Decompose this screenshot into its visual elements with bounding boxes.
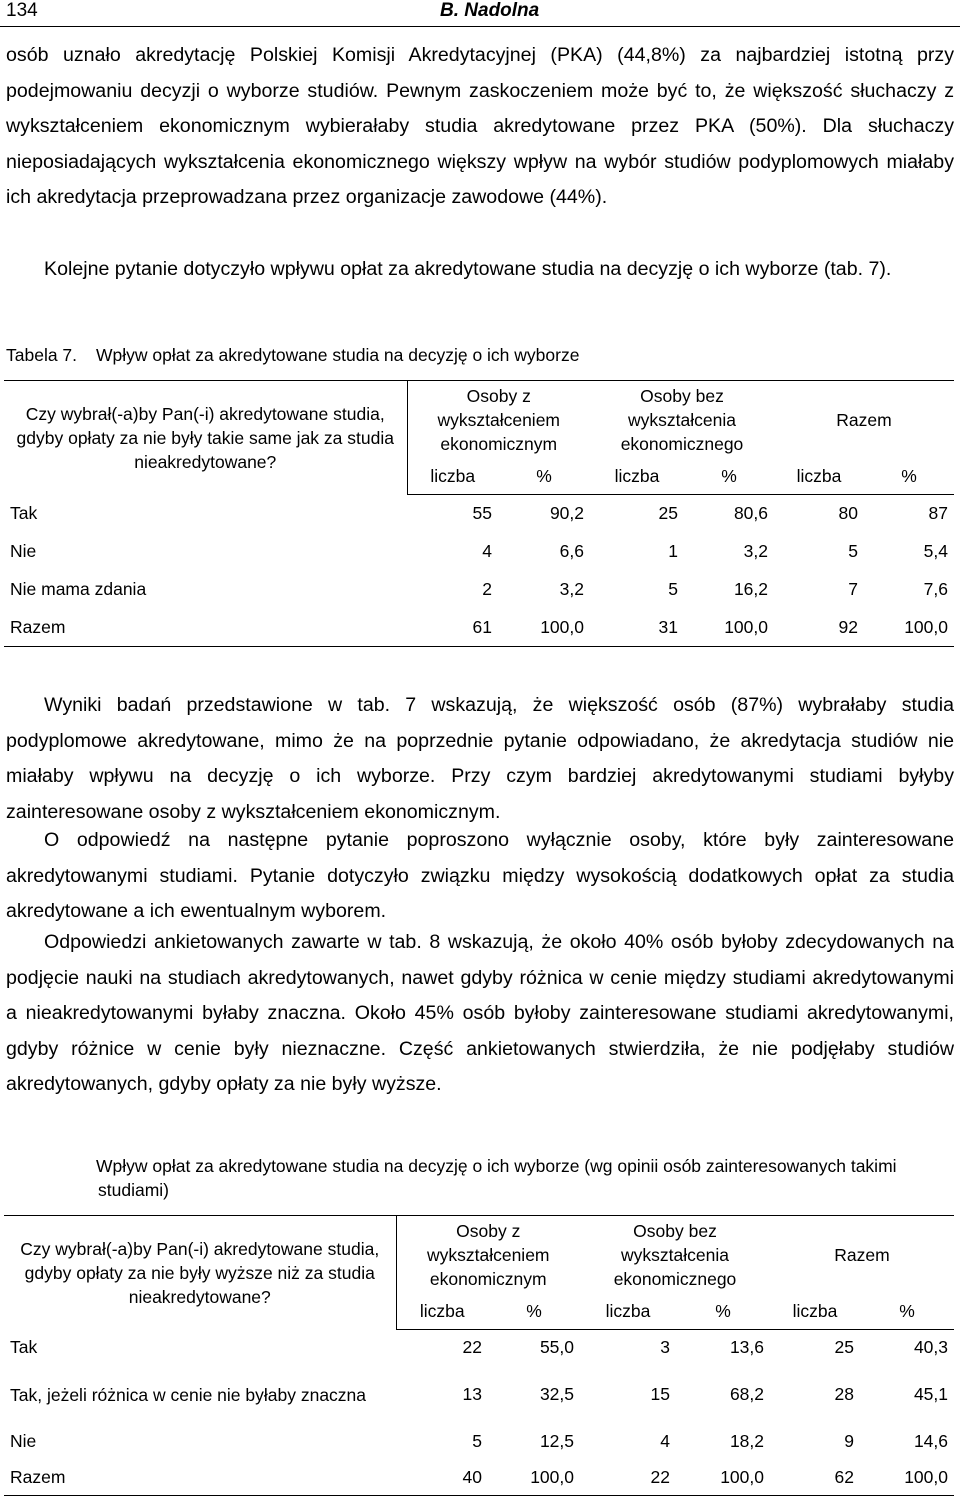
cell-value: 45,1 <box>913 1384 948 1404</box>
table8-sub-count: liczba <box>396 1294 488 1330</box>
cell-value: 28 <box>834 1384 854 1404</box>
cell-value: 3 <box>660 1337 670 1358</box>
cell-value: 6,6 <box>559 541 584 561</box>
table7-group-total: Razem <box>836 409 892 430</box>
table7-caption-text: Wpływ opłat za akredytowane studia na decyzję o ich wyborze <box>96 345 580 365</box>
table-row <box>4 609 954 647</box>
cell-value: 31 <box>658 616 678 637</box>
table8-question: Czy wybrał(-a)by Pan(-i) akredytowane studia, gdyby opłaty za nie były wyższe niż za studia nieakredytowane? <box>4 1216 396 1330</box>
table-row <box>4 533 954 571</box>
table-row <box>4 1424 954 1460</box>
table-row <box>4 571 954 609</box>
cell-value: 100,0 <box>724 616 768 637</box>
cell-value: 5 <box>668 579 678 599</box>
table7-sub-count: liczba <box>407 459 498 495</box>
table8-caption-text: Wpływ opłat za akredytowane studia na decyzję o ich wyborze (wg opinii osób zainteresowanych takimi studiami) <box>96 1156 897 1200</box>
row-label: Nie mama zdania <box>10 579 147 599</box>
table7-sub-pct: % <box>864 459 954 495</box>
cell-value: 100,0 <box>540 616 584 637</box>
table8-sub-pct: % <box>676 1294 770 1330</box>
page-number: 134 <box>6 0 38 21</box>
paragraph-4: O odpowiedź na następne pytanie poproszono wyłącznie osoby, które były zainteresowane akredytowanymi studiami. Pytanie dotyczyło związku między wysokością dodatkowych opłat za studia akredytowane a ich ewentualnym wyborem. <box>6 829 954 922</box>
cell-value: 2 <box>482 579 492 599</box>
page-header <box>0 0 960 27</box>
table-row <box>4 1366 954 1424</box>
cell-value: 90,2 <box>549 503 584 524</box>
cell-value: 5,4 <box>923 541 948 561</box>
table8 <box>4 1215 954 1496</box>
cell-value: 40,3 <box>913 1337 948 1358</box>
cell-value: 13 <box>462 1384 482 1404</box>
table7-group-econ: Osoby z wykształceniem ekonomicznym <box>437 385 561 454</box>
table8-sub-pct: % <box>860 1294 954 1330</box>
table8-sub-pct: % <box>488 1294 580 1330</box>
paragraph-1: osób uznało akredytację Polskiej Komisji Akredytacyjnej (PKA) (44,8%) za najbardziej istotną przy podejmowaniu decyzji o wyborze studiów. Pewnym zaskoczeniem może być to, że większość słuchaczy z wykształceniem ekonomicznym wybierałaby studia akredytowane przez PKA (50%). Dla słuchaczy nieposiadających wykształcenia ekonomicznego większy wpływ na wybór studiów podyplomowych miałaby ich akredytacja przeprowadzana przez organizacje zawodowe (44%). <box>6 44 954 208</box>
cell-value: 80 <box>838 503 858 524</box>
table7-group-nonecon: Osoby bez wykształcenia ekonomicznego <box>620 385 744 454</box>
cell-value: 9 <box>844 1431 854 1451</box>
table7-sub-count: liczba <box>590 459 684 495</box>
row-label: Nie <box>10 541 37 561</box>
paragraph-2: Kolejne pytanie dotyczyło wpływu opłat za akredytowane studia na decyzję o ich wyborze (tab. 7). <box>44 258 892 280</box>
table8-caption <box>6 1154 956 1202</box>
table7 <box>4 380 954 647</box>
cell-value: 1 <box>668 541 678 561</box>
cell-value: 4 <box>482 541 492 561</box>
cell-value: 13,6 <box>729 1337 764 1358</box>
row-label: Tak, jeżeli różnica w cenie nie byłaby znaczna <box>10 1384 367 1405</box>
cell-value: 3,2 <box>559 579 584 599</box>
cell-value: 15 <box>650 1384 670 1404</box>
cell-value: 32,5 <box>539 1384 574 1404</box>
cell-value: 4 <box>660 1431 670 1451</box>
row-label: Nie <box>10 1431 37 1451</box>
cell-value: 92 <box>838 616 858 637</box>
cell-value: 100,0 <box>530 1466 574 1487</box>
paragraph-5: Odpowiedzi ankietowanych zawarte w tab. 8 wskazują, że około 40% osób byłoby zdecydowanych na podjęcie nauki na studiach akredytowanych, nawet gdyby różnica w cenie między studiami akredytowanymi a nieakredytowanymi byłaby znaczna. Około 45% osób byłoby zainteresowane studiami akredytowanymi, gdyby różnice w cenie były nieznaczne. Część ankietowanych stwierdziła, że nie podjęłaby studiów akredytowanych, gdyby opłaty za nie były wyższe. <box>6 931 954 1095</box>
table-row <box>4 1460 954 1496</box>
cell-value: 62 <box>834 1466 854 1487</box>
table-row <box>4 495 954 533</box>
cell-value: 68,2 <box>729 1384 764 1404</box>
cell-value: 3,2 <box>743 541 768 561</box>
table8-group-total: Razem <box>834 1244 890 1265</box>
cell-value: 55,0 <box>539 1337 574 1358</box>
cell-value: 7,6 <box>923 579 948 599</box>
cell-value: 25 <box>834 1337 854 1358</box>
cell-value: 100,0 <box>904 1466 948 1487</box>
cell-value: 22 <box>650 1466 670 1487</box>
cell-value: 16,2 <box>733 579 768 599</box>
row-label: Tak <box>10 1337 38 1357</box>
cell-value: 61 <box>472 616 492 637</box>
cell-value: 14,6 <box>913 1431 948 1451</box>
row-label: Tak <box>10 503 38 523</box>
table7-question: Czy wybrał(-a)by Pan(-i) akredytowane studia, gdyby opłaty za nie były takie same jak za studia nieakredytowane? <box>4 381 407 495</box>
cell-value: 7 <box>848 579 858 599</box>
cell-value: 87 <box>928 503 948 524</box>
cell-value: 12,5 <box>539 1431 574 1451</box>
cell-value: 5 <box>848 541 858 561</box>
row-label: Razem <box>10 616 66 637</box>
cell-value: 25 <box>658 503 678 524</box>
table8-group-nonecon: Osoby bez wykształcenia ekonomicznego <box>613 1220 737 1289</box>
table-row <box>4 1330 954 1366</box>
cell-value: 55 <box>472 503 492 524</box>
table8-caption-label <box>6 1154 96 1178</box>
table7-caption-label: Tabela 7. <box>6 345 78 365</box>
cell-value: 5 <box>472 1431 482 1451</box>
cell-value: 22 <box>462 1337 482 1358</box>
row-label: Razem <box>10 1466 66 1487</box>
table7-caption <box>6 343 579 367</box>
table8-sub-count: liczba <box>770 1294 860 1330</box>
table7-sub-count: liczba <box>774 459 864 495</box>
cell-value: 100,0 <box>720 1466 764 1487</box>
cell-value: 80,6 <box>733 503 768 524</box>
table7-sub-pct: % <box>498 459 590 495</box>
running-title: B. Nadolna <box>440 0 540 21</box>
table8-group-econ: Osoby z wykształceniem ekonomicznym <box>426 1220 550 1289</box>
cell-value: 18,2 <box>729 1431 764 1451</box>
table7-sub-pct: % <box>684 459 774 495</box>
cell-value: 40 <box>462 1466 482 1487</box>
paragraph-3: Wyniki badań przedstawione w tab. 7 wskazują, że większość osób (87%) wybrałaby studia podyplomowe akredytowane, mimo że na poprzednie pytanie odpowiadano, że akredytacja studiów nie miałaby wpływu na decyzję o ich wyborze. Przy czym bardziej akredytowanymi studiami byłyby zainteresowane osoby z wykształceniem ekonomicznym. <box>6 694 954 823</box>
table8-sub-count: liczba <box>580 1294 676 1330</box>
cell-value: 100,0 <box>904 616 948 637</box>
